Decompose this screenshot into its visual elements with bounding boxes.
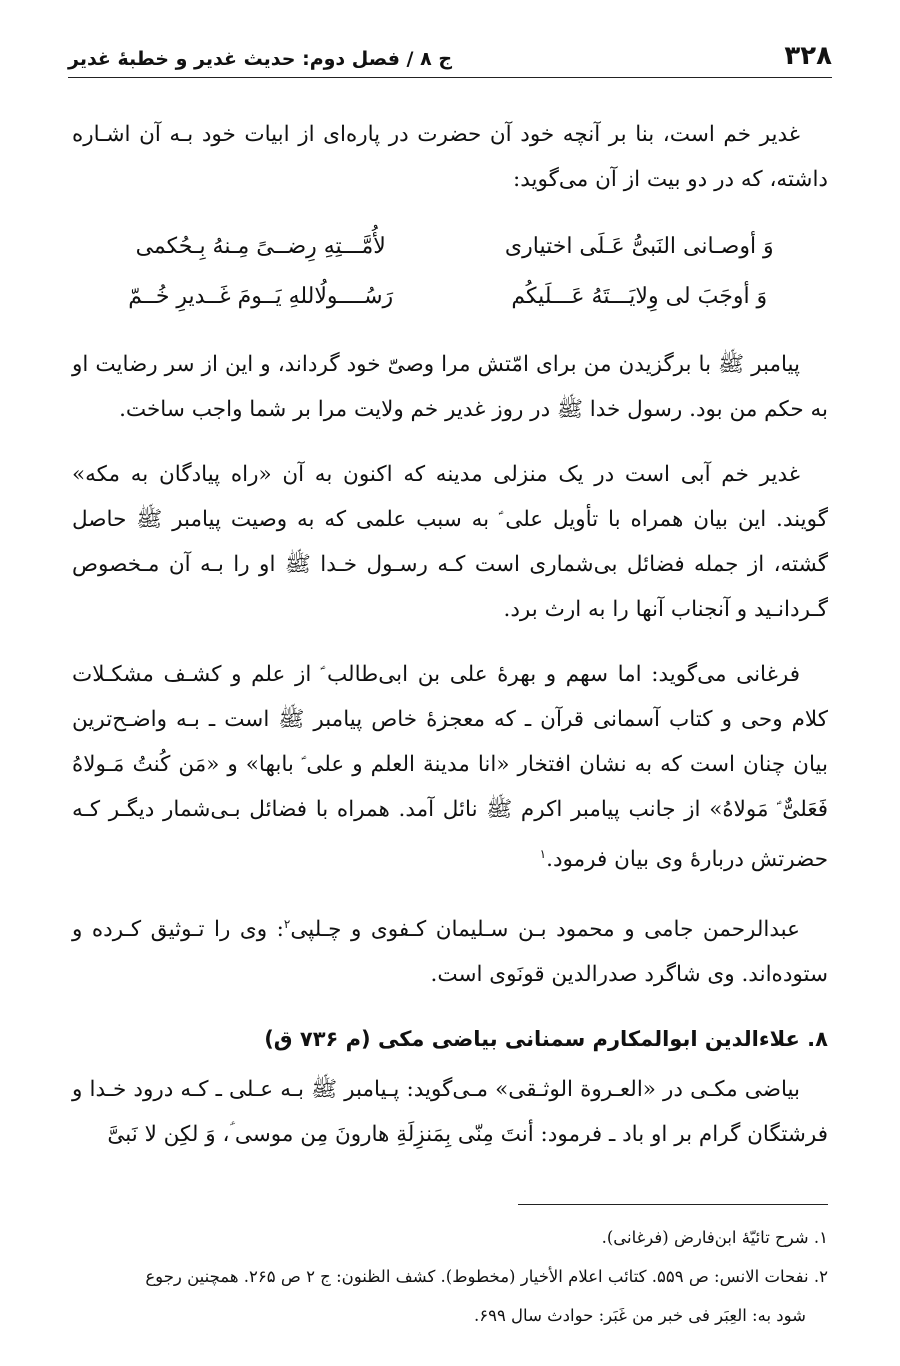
footnote-divider bbox=[518, 1204, 828, 1205]
paragraph-5-text-a: عبدالرحمن جامی و محمود بـن سـلیمان کـفوی و چـلپی bbox=[290, 917, 800, 943]
section-heading: ۸. علاءالدین ابوالمکارم سمنانی بیاضی مکی (م ۷۳۶ ق) bbox=[264, 1027, 828, 1052]
paragraph-3: غدیر خم آبی است در یک منزلی مدینه که اکنون به آن «راه پیادگان به مکه» گویند. این بیان همراه با تأویل علی ؑ به سبب علمی که به وصیت پیامبر ﷺ حاصل گشته، از جمله فضائل بی‌شماری است کـه رسـول خـدا ﷺ او را بـه آن مـخصوص گـردانـید و آنجناب آنها را به ارث برد. bbox=[72, 462, 828, 622]
footnote-ref-1[interactable]: ۱ bbox=[539, 847, 547, 861]
footnote-1: ۱. شرح تائیّهٔ ابن‌فارض (فرغانی). bbox=[601, 1228, 828, 1247]
poem-line-2 bbox=[86, 272, 814, 322]
footnote-2-line-1: ۲. نفحات الانس: ص ۵۵۹. کتائب اعلام الأخیار (مخطوط). کشف الظنون: ج ۲ ص ۲۶۵. همچنین رجوع bbox=[145, 1267, 828, 1286]
footnotes bbox=[72, 1218, 828, 1335]
paragraph-4-text: فرغانی می‌گوید: اما سهم و بهرهٔ علی بن ابی‌طالب ؑ از علم و کشـف مشکـلات کلام وحی و کتاب آسمانی قرآن ـ که معجزهٔ خاص پیامبر ﷺ است ـ بـه واضـح‌ترین بیان چنان است که به نشان افتخار «انا مدینة العلم و علی ؑ بابها» و «مَن کُنتُ مَـولاهُ فَعَلیٌّ ؑ مَولاهُ» از جانب پیامبر اکرم ﷺ نائل آمد. همراه با فضائل بـی‌شمار دیگـر کـه حضرتش دربارهٔ وی بیان فرمود. bbox=[72, 662, 828, 873]
paragraph-5 bbox=[72, 902, 828, 997]
footnote-ref-2[interactable]: ۲ bbox=[283, 917, 291, 932]
paragraph-5-text-b: : وی را تـوثیق کـرده و ستوده‌اند. وی شاگرد صدرالدین قونَوی است. bbox=[72, 917, 828, 988]
paragraph-6: بیاضی مکـی در «العـروة الوثـقی» مـی‌گوید: پـیامبر ﷺ بـه عـلی ـ کـه درود خـدا و فرشتگان گرام بر او باد ـ فرمود: أنتَ مِنّی بِمَنزِلَةِ هارونَ مِن موسی ؑ، وَ لکِن لا نَبیَّ bbox=[72, 1077, 828, 1148]
main-text bbox=[72, 112, 828, 1157]
running-head: ج ۸ / فصل دوم: حدیث غدیر و خطبهٔ غدیر bbox=[68, 48, 453, 70]
paragraph-4 bbox=[72, 652, 828, 882]
paragraph-2: پیامبر ﷺ با برگزیدن من برای امّتش مرا وصیّ خود گرداند، و این از سر رضایت او به حکم من بود. رسول خدا ﷺ در روز غدیر خم ولایت مرا بر شما واجب ساخت. bbox=[72, 352, 828, 422]
page-number: ۳۲۸ bbox=[784, 41, 832, 71]
poem-hemistich: وَ أوصـانی النَبیُّ عَـلَی اختیاری bbox=[504, 234, 774, 259]
footnote-2-line-2: شود به: العِبَر فی خبر من غَبَر: حوادث سال ۶۹۹. bbox=[473, 1306, 806, 1325]
poem-line-1 bbox=[86, 222, 814, 272]
poem-hemistich: رَسُــــولُاللهِ یَــومَ غَــدیرِ خُــمّ bbox=[128, 284, 394, 309]
page-header bbox=[68, 26, 832, 78]
paragraph-1: غدیر خم است، بنا بر آنچه خود آن حضرت در پاره‌ای از ابیات خود بـه آن اشـاره داشته، که در دو بیت از آن می‌گوید: bbox=[72, 122, 828, 192]
poem bbox=[86, 222, 814, 322]
poem-hemistich: وَ أوجَبَ لی وِلایَـــتَهُ عَـــلَیکُم bbox=[511, 284, 768, 309]
poem-hemistich: لأُمَّـــتِهِ رِضــیً مِـنهُ بِـحُکمی bbox=[135, 234, 386, 259]
